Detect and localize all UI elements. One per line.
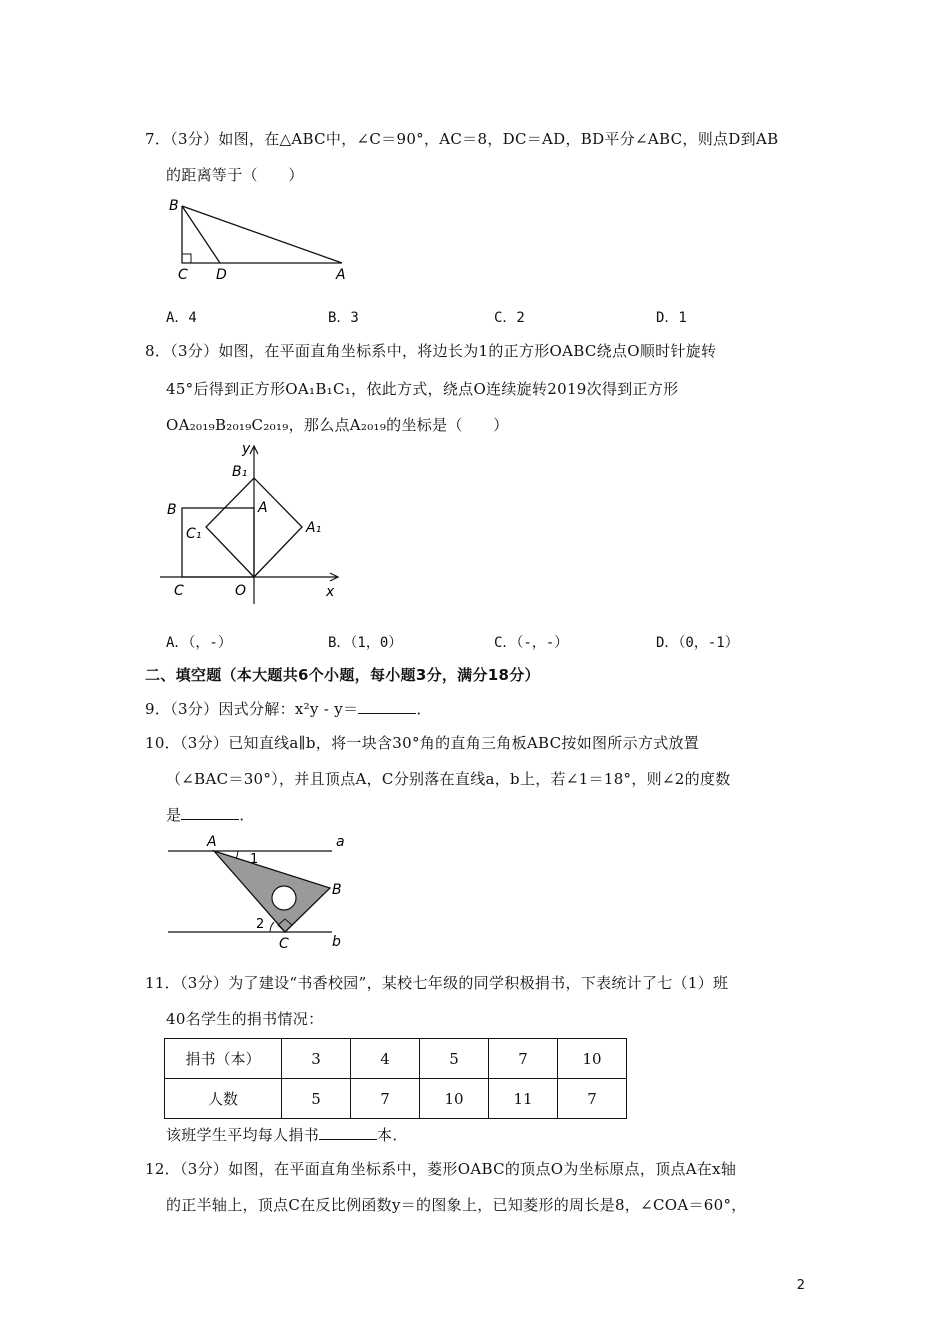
table-cell: 5 [420, 1039, 489, 1079]
page-number: 2 [796, 1278, 805, 1293]
q8-label-y: y [242, 441, 251, 457]
q11-text-line1: 11．（3分）为了建设“书香校园”，某校七年级的同学积极捐书，下表统计了七（1）班 [145, 974, 729, 992]
q10-label-angle-2: 2 [256, 917, 265, 932]
q7-label-d: D [216, 267, 227, 283]
q8-text-line3: OA₂₀₁₉B₂₀₁₉C₂₀₁₉，那么点A₂₀₁₉的坐标是（ ） [166, 416, 509, 434]
q8-label-x: x [326, 584, 335, 600]
q10-label-line-b: b [332, 934, 341, 950]
q8-label-a1: A₁ [306, 520, 322, 536]
q8-figure [160, 438, 350, 608]
q7-label-c: C [178, 267, 188, 283]
q10-label-angle-1: 1 [250, 852, 259, 867]
q7-option-c: C．2 [494, 310, 525, 326]
q10-angle-2-arc [270, 922, 274, 932]
q10-label-line-a: a [336, 834, 345, 850]
q8-label-c: C [174, 583, 184, 599]
q8-option-b: B．（1，0） [328, 635, 403, 651]
q10-triangle-abc [214, 851, 330, 932]
table-cell: 7 [558, 1079, 627, 1119]
q10-angle-1-arc [236, 851, 238, 859]
table-header-cell: 人数 [165, 1079, 282, 1119]
q10-text-line1: 10．（3分）已知直线a∥b，将一块含30°角的直角三角板ABC按如图所示方式放置 [145, 734, 700, 752]
q8-text-line1: 8．（3分）如图，在平面直角坐标系中，将边长为1的正方形OABC绕点O顺时针旋转 [145, 342, 717, 360]
table-cell: 10 [420, 1079, 489, 1119]
q7-text-line2: 的距离等于（ ） [166, 166, 304, 184]
q9-prefix: 9．（3分）因式分解：x²y - y＝ [145, 700, 359, 718]
section-heading: 二、填空题（本大题共6个小题，每小题3分，满分18分） [145, 666, 540, 684]
table-row [165, 1039, 627, 1079]
q8-label-o: O [235, 583, 247, 599]
q10-text-line2: （∠BAC＝30°），并且顶点A，C分别落在直线a，b上，若∠1＝18°，则∠2的度数 [166, 770, 731, 788]
q8-label-b: B [167, 502, 177, 518]
q8-option-c: C．（-，-） [494, 635, 569, 651]
q8-option-d: D．（0，-1） [656, 635, 739, 651]
q7-label-a: A [336, 267, 346, 283]
q8-label-b1: B₁ [232, 464, 248, 480]
q7-segment-ba [182, 206, 342, 263]
q7-option-d: D．1 [656, 310, 687, 326]
q11-answer-blank [319, 1127, 377, 1140]
table-cell: 4 [351, 1039, 420, 1079]
q12-text-line1: 12．（3分）如图，在平面直角坐标系中，菱形OABC的顶点O为坐标原点，顶点A在x轴 [145, 1160, 737, 1178]
table-header-cell: 捐书（本） [165, 1039, 282, 1079]
q10-label-b-vertex: B [332, 882, 342, 898]
q8-option-a: A．（，-） [166, 635, 232, 651]
table-cell: 7 [489, 1039, 558, 1079]
q7-figure [160, 192, 360, 287]
q12-text-line2: 的正半轴上，顶点C在反比例函数y＝的图象上，已知菱形的周长是8，∠COA＝60°， [166, 1196, 747, 1214]
q10-triangle-hole [272, 886, 296, 910]
q10-label-a-vertex: A [207, 834, 217, 850]
q8-label-a: A [258, 500, 268, 516]
q7-right-angle-mark [182, 254, 191, 263]
q9-text [145, 698, 432, 719]
table-row [165, 1079, 627, 1119]
q11-after-table [166, 1124, 408, 1145]
q7-label-b: B [169, 198, 179, 214]
table-cell: 7 [351, 1079, 420, 1119]
q7-text-line1: 7．（3分）如图，在△ABC中，∠C＝90°，AC＝8，DC＝AD，BD平分∠ABC，则点D到AB [145, 130, 779, 148]
q8-label-c1: C₁ [186, 526, 202, 542]
table-cell: 3 [282, 1039, 351, 1079]
q9-answer-blank [358, 701, 416, 714]
table-cell: 10 [558, 1039, 627, 1079]
table-cell: 5 [282, 1079, 351, 1119]
q11-after-prefix: 该班学生平均每人捐书 [166, 1126, 320, 1144]
q9-suffix: ． [416, 700, 432, 718]
q10-text-line3 [166, 804, 255, 825]
q11-text-line2: 40名学生的捐书情况： [166, 1010, 324, 1028]
q7-option-a: A．4 [166, 310, 197, 326]
q10-line3-suffix: ． [239, 806, 255, 824]
q11-after-suffix: 本． [377, 1126, 408, 1144]
q10-answer-blank [181, 807, 239, 820]
table-cell: 11 [489, 1079, 558, 1119]
q10-figure [160, 832, 360, 952]
q10-line3-prefix: 是 [166, 806, 182, 824]
q8-text-line2: 45°后得到正方形OA₁B₁C₁，依此方式，绕点O连续旋转2019次得到正方形 [166, 380, 679, 398]
q7-option-b: B．3 [328, 310, 359, 326]
q11-donation-table [164, 1038, 627, 1119]
q10-label-c-vertex: C [279, 936, 289, 952]
